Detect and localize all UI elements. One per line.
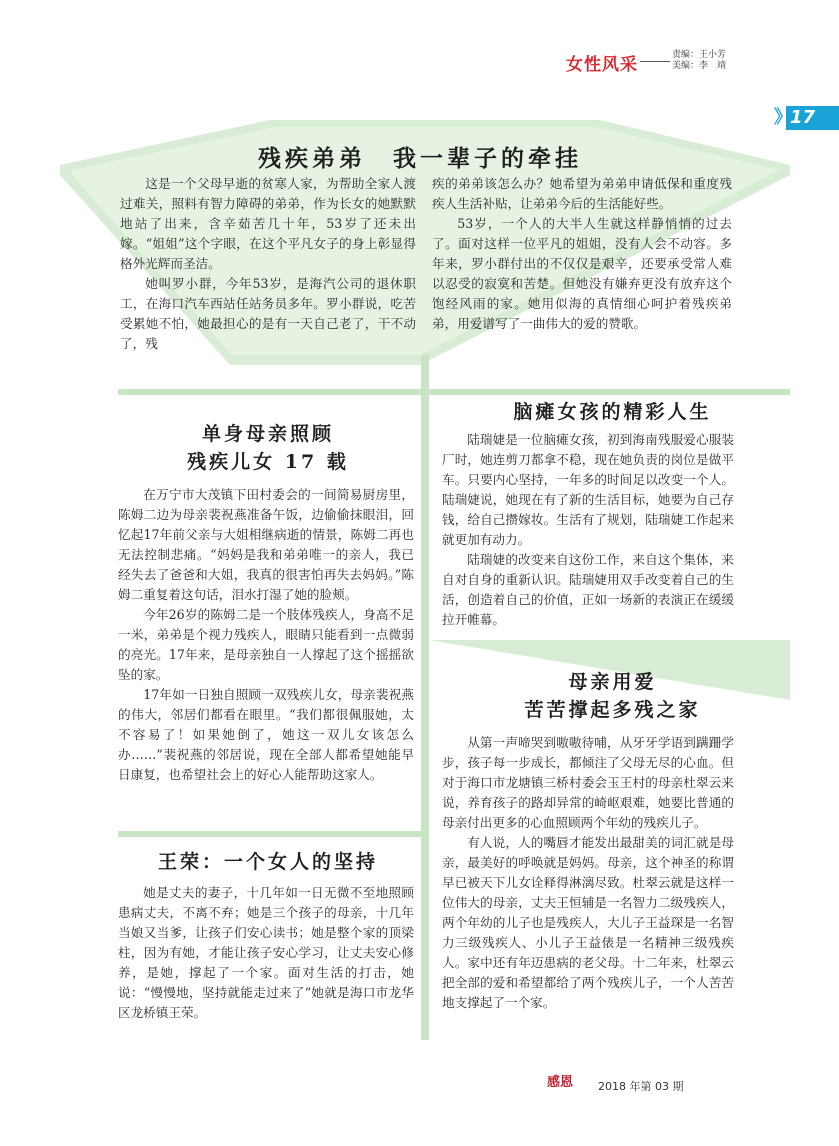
mother-love-body — [442, 733, 734, 1013]
main-article-right-col — [432, 174, 732, 334]
paragraph: 53岁，一个人的大半人生就这样静悄悄的过去了。面对这样一位平凡的姐姐，没有人会不动容。多年来，罗小群付出的不仅仅是艰辛，还要承受常人难以忍受的寂寞和苦楚。但她没有嫌弃更没有放弃这个饱经风雨的家。她用似海的真情细心呵护着残疾弟弟，用爱谱写了一曲伟大的爱的赞歌。 — [432, 216, 732, 331]
cerebral-palsy-body — [442, 430, 734, 630]
main-article-title: 残疾弟弟 我一辈子的牵挂 — [258, 145, 582, 172]
vertical-divider — [421, 355, 429, 1040]
section-title: 女性风采 — [566, 55, 638, 75]
issue-label: 2018 年第 03 期 — [598, 1080, 684, 1093]
single-mother-title — [118, 420, 418, 476]
page-number: 17 — [790, 107, 816, 128]
paragraph: 她是丈夫的妻子，十几年如一日无微不至地照顾患病丈夫，不离不弃；她是三个孩子的母亲，十几年当娘又当爹，让孩子们安心读书；她是整个家的顶梁柱，因为有她，才能让孩子安心学习，让丈夫安心修养，是她，撑起了一个家。面对生活的打击，她说：“慢慢地，坚持就能走过来了”她就是海口市龙华区龙桥镇王荣。 — [118, 885, 414, 1020]
paragraph: 有人说，人的嘴唇才能发出最甜美的词汇就是母亲，最美好的呼唤就是妈妈。母亲，这个神圣的称谓早已被天下儿女诠释得淋漓尽致。杜翠云就是这样一位伟大的母亲，丈夫王恒辅是一名智力二级残疾人，两个年幼的儿子也是残疾人，大儿子王益琛是一名智力三级残疾人、小儿子王益俵是一名精神三级残疾人。家中还有年迈患病的老父母。十二年来，杜翠云把全部的爱和希望都给了两个残疾儿子，一个人苦苦地支撑起了一个家。 — [442, 835, 734, 1010]
page-marker: 》 — [774, 107, 792, 128]
title-line: 残疾儿女 17 载 — [187, 451, 349, 473]
mother-love-title — [440, 668, 785, 724]
title-line: 单身母亲照顾 — [201, 423, 334, 445]
paragraph: 她叫罗小群，今年53岁，是海汽公司的退休职工，在海口汽车西站任站务员多年。罗小群说，吃苦受累她不怕，她最担心的是有一天自己老了，干不动了，残 — [120, 276, 416, 351]
wang-rong-title: 王荣：一个女人的坚持 — [157, 851, 378, 873]
title-line: 母亲用爱 — [568, 671, 657, 693]
paragraph: 陆瑞婕的改变来自这份工作，来自这个集体，来自对自身的重新认识。陆瑞婕用双手改变着自己的生活，创造着自己的价值，正如一场新的表演正在缓缓拉开帷幕。 — [442, 552, 734, 627]
paragraph: 这是一个父母早逝的贫寒人家，为帮助全家人渡过难关，照料有智力障碍的弟弟，作为长女的她默默地站了出来，含辛茹苦几十年，53岁了还未出嫁。“姐姐”这个字眼，在这个平凡女子的身上彰显得格外光辉而圣洁。 — [120, 176, 416, 271]
paragraph: 今年26岁的陈姆二是一个肢体残疾人，身高不足一米，弟弟是个视力残疾人，眼睛只能看到一点微弱的亮光。17年来，是母亲独自一人撑起了这个摇摇欲坠的家。 — [118, 607, 414, 682]
paragraph: 从第一声啼哭到嗷嗷待哺，从牙牙学语到蹒跚学步，孩子每一步成长，都倾注了父母无尽的心血。但对于海口市龙塘镇三桥村委会玉王村的母亲杜翠云来说，养育孩子的路却异常的崎岖艰难，她要比普通的母亲付出更多的心血照顾两个年幼的残疾儿子。 — [442, 735, 734, 830]
paragraph: 17年如一日独自照顾一双残疾儿女，母亲裴祝燕的伟大，邻居们都看在眼里。“我们都很佩服她，太不容易了！如果她倒了，她这一双儿女该怎么办……”裴祝燕的邻居说，现在全部人都希望她能早日康复，也希望社会上的好心人能帮助这家人。 — [118, 687, 414, 782]
paragraph: 在万宁市大茂镇下田村委会的一间简易厨房里，陈姆二边为母亲裴祝燕准备午饭，边偷偷抹眼泪，回忆起17年前父亲与大姐相继病逝的情景，陈姆二再也无法控制悲痛。“妈妈是我和弟弟唯一的亲人，我已经失去了爸爸和大姐，我真的很害怕再失去妈妈。”陈姆二重复着这句话，泪水打湿了她的脸颊。 — [118, 487, 414, 602]
designer-name: 美编：李 靖 — [672, 61, 727, 71]
cerebral-palsy-title: 脑瘫女孩的精彩人生 — [513, 401, 712, 423]
editor-credits — [672, 50, 726, 72]
paragraph: 疾的弟弟该怎么办？她希望为弟弟申请低保和重度残疾人生活补贴，让弟弟今后的生活能好些。 — [432, 176, 732, 211]
main-article-left-col — [120, 174, 416, 354]
paragraph: 陆瑞婕是一位脑瘫女孩，初到海南残服爱心服装厂时，她连剪刀都拿不稳，现在她负责的岗位是做平车。只要内心坚持，一年多的时间足以改变一个人。陆瑞婕说，她现在有了新的生活目标，她要为自己存钱，给自己攒嫁妆。生活有了规划，陆瑞婕工作起来就更加有动力。 — [442, 432, 734, 547]
title-line: 苦苦撑起多残之家 — [524, 699, 701, 721]
magazine-logo: 感恩 — [546, 1075, 573, 1090]
single-mother-body — [118, 485, 414, 785]
editor-name: 责编：王小芳 — [672, 50, 727, 60]
wang-rong-body — [118, 883, 414, 1023]
header-rule — [640, 61, 670, 62]
